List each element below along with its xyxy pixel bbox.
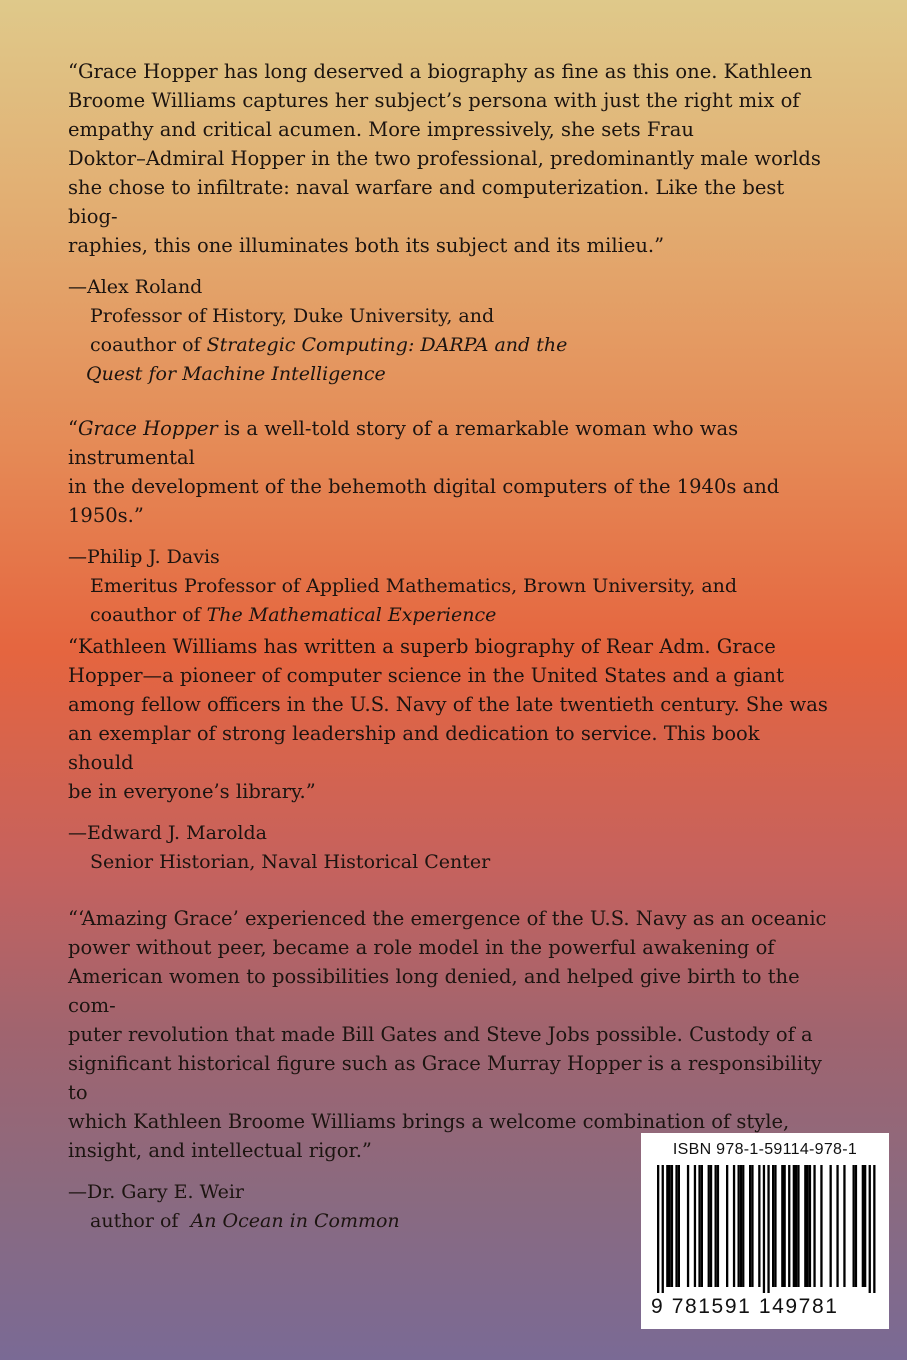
barcode-bar bbox=[740, 1165, 742, 1287]
quote-line: “Grace Hopper has long deserved a biography as fine as this one. Kathleen bbox=[68, 60, 813, 83]
quote-line: power without peer, became a role model in the powerful awakening of bbox=[68, 936, 775, 959]
review-author: —Alex Roland bbox=[68, 276, 203, 298]
barcode-digits: 9 781591 149781 bbox=[651, 1295, 839, 1318]
review-roland bbox=[68, 57, 828, 389]
barcode-bar bbox=[694, 1165, 696, 1287]
review-credential: Emeritus Professor of Applied Mathematics, Brown University, and bbox=[90, 575, 738, 597]
quote-line: in the development of the behemoth digital computers of the 1940s and 1950s.” bbox=[68, 475, 780, 527]
review-quote bbox=[68, 414, 828, 530]
book-title: An Ocean in Common bbox=[190, 1210, 400, 1232]
barcode-bar bbox=[843, 1165, 845, 1287]
barcode-bar bbox=[763, 1165, 765, 1293]
review-quote bbox=[68, 904, 828, 1165]
quote-line: which Kathleen Broome Williams brings a welcome combination of style, bbox=[68, 1110, 790, 1133]
barcode-bar bbox=[671, 1165, 673, 1287]
book-title: The Mathematical Experience bbox=[206, 604, 497, 626]
review-credential bbox=[68, 601, 828, 630]
quote-line: significant historical figure such as Grace Murray Hopper is a responsibility to bbox=[68, 1052, 822, 1104]
quote-line: puter revolution that made Bill Gates and Steve Jobs possible. Custody of a bbox=[68, 1023, 813, 1046]
barcode-bar bbox=[758, 1165, 760, 1287]
quote-line: empathy and critical acumen. More impressively, she sets Frau bbox=[68, 118, 694, 141]
barcode-bar bbox=[698, 1165, 700, 1287]
isbn-label: ISBN 978-1-59114-978-1 bbox=[672, 1141, 858, 1158]
book-title: Grace Hopper bbox=[77, 417, 218, 440]
review-marolda bbox=[68, 632, 828, 877]
barcode-bar bbox=[678, 1165, 680, 1287]
review-credential: Professor of History, Duke University, and bbox=[90, 305, 495, 327]
credential-prefix: author of bbox=[90, 1210, 191, 1232]
credential-prefix: coauthor of bbox=[90, 334, 207, 356]
quote-line: Hopper—a pioneer of computer science in the United States and a giant bbox=[68, 664, 784, 687]
barcode-bar bbox=[836, 1165, 838, 1287]
barcode-bar bbox=[710, 1165, 712, 1287]
barcode-bar bbox=[708, 1165, 710, 1287]
barcode-bar bbox=[864, 1165, 866, 1287]
barcode-bar bbox=[813, 1165, 815, 1287]
credential-prefix: coauthor of bbox=[90, 604, 207, 626]
barcode-bar bbox=[853, 1165, 855, 1287]
barcode-bar bbox=[733, 1165, 735, 1287]
barcode-bar bbox=[855, 1165, 857, 1287]
barcode-bar bbox=[793, 1165, 795, 1287]
review-author: —Edward J. Marolda bbox=[68, 822, 267, 844]
barcode-bar bbox=[717, 1165, 719, 1287]
review-davis bbox=[68, 414, 828, 630]
book-title: Strategic Computing: DARPA and the bbox=[206, 334, 568, 356]
barcode-bar bbox=[807, 1165, 809, 1287]
review-credential bbox=[68, 331, 828, 360]
barcode-bar bbox=[749, 1165, 751, 1287]
quote-open-mark: “ bbox=[68, 417, 78, 440]
barcode-bars bbox=[653, 1165, 879, 1293]
barcode-bar bbox=[820, 1165, 822, 1287]
barcode-bar bbox=[809, 1165, 811, 1287]
review-credential bbox=[68, 360, 828, 389]
quote-line: Broome Williams captures her subject’s persona with just the right mix of bbox=[68, 89, 800, 112]
quote-line: American women to possibilities long denied, and helped give birth to the com- bbox=[68, 965, 800, 1017]
quote-line: is a well-told story of a remarkable woman who was instrumental bbox=[68, 417, 739, 469]
barcode-bar bbox=[751, 1165, 753, 1287]
barcode-bar bbox=[804, 1165, 806, 1287]
barcode-bar bbox=[781, 1165, 783, 1287]
quote-line: be in everyone’s library.” bbox=[68, 780, 316, 803]
barcode-bar bbox=[662, 1165, 664, 1293]
quote-line: she chose to infiltrate: naval warfare and computerization. Like the best biog- bbox=[68, 176, 785, 228]
barcode-bar bbox=[772, 1165, 774, 1287]
barcode-bar bbox=[701, 1165, 703, 1287]
quote-line: “Kathleen Williams has written a superb biography of Rear Adm. Grace bbox=[68, 635, 776, 658]
barcode-bar bbox=[862, 1165, 864, 1287]
barcode-bar bbox=[795, 1165, 797, 1287]
review-quote bbox=[68, 632, 828, 806]
barcode-bar bbox=[666, 1165, 668, 1287]
review-author: —Philip J. Davis bbox=[68, 546, 220, 568]
barcode-bar bbox=[869, 1165, 871, 1293]
barcode-bar bbox=[830, 1165, 832, 1287]
review-credential: Senior Historian, Naval Historical Center bbox=[90, 851, 491, 873]
barcode-bar bbox=[774, 1165, 776, 1287]
barcode-bar bbox=[767, 1165, 769, 1293]
barcode-bar bbox=[726, 1165, 728, 1287]
barcode-bar bbox=[675, 1165, 677, 1287]
barcode-bar bbox=[657, 1165, 659, 1293]
quote-line: “‘Amazing Grace’ experienced the emergence of the U.S. Navy as an oceanic bbox=[68, 907, 827, 930]
barcode-bar bbox=[788, 1165, 790, 1287]
barcode-bar bbox=[873, 1165, 875, 1293]
barcode-bar bbox=[742, 1165, 744, 1287]
quote-line: Doktor–Admiral Hopper in the two professional, predominantly male worlds bbox=[68, 147, 821, 170]
quote-line: among fellow officers in the U.S. Navy of the late twentieth century. She was bbox=[68, 693, 828, 716]
barcode-bar bbox=[797, 1165, 799, 1287]
review-quote bbox=[68, 57, 828, 260]
barcode-bar bbox=[669, 1165, 671, 1287]
isbn-barcode bbox=[641, 1133, 889, 1329]
review-author: —Dr. Gary E. Weir bbox=[68, 1181, 245, 1203]
quote-line: insight, and intellectual rigor.” bbox=[68, 1139, 372, 1162]
barcode-bar bbox=[738, 1165, 740, 1287]
barcode-bar bbox=[687, 1165, 689, 1287]
quote-line: raphies, this one illuminates both its subject and its milieu.” bbox=[68, 234, 665, 257]
book-title: Quest for Machine Intelligence bbox=[86, 363, 386, 385]
quote-line: an exemplar of strong leadership and dedication to service. This book should bbox=[68, 722, 760, 774]
barcode-bar bbox=[715, 1165, 717, 1287]
barcode-bar bbox=[784, 1165, 786, 1287]
